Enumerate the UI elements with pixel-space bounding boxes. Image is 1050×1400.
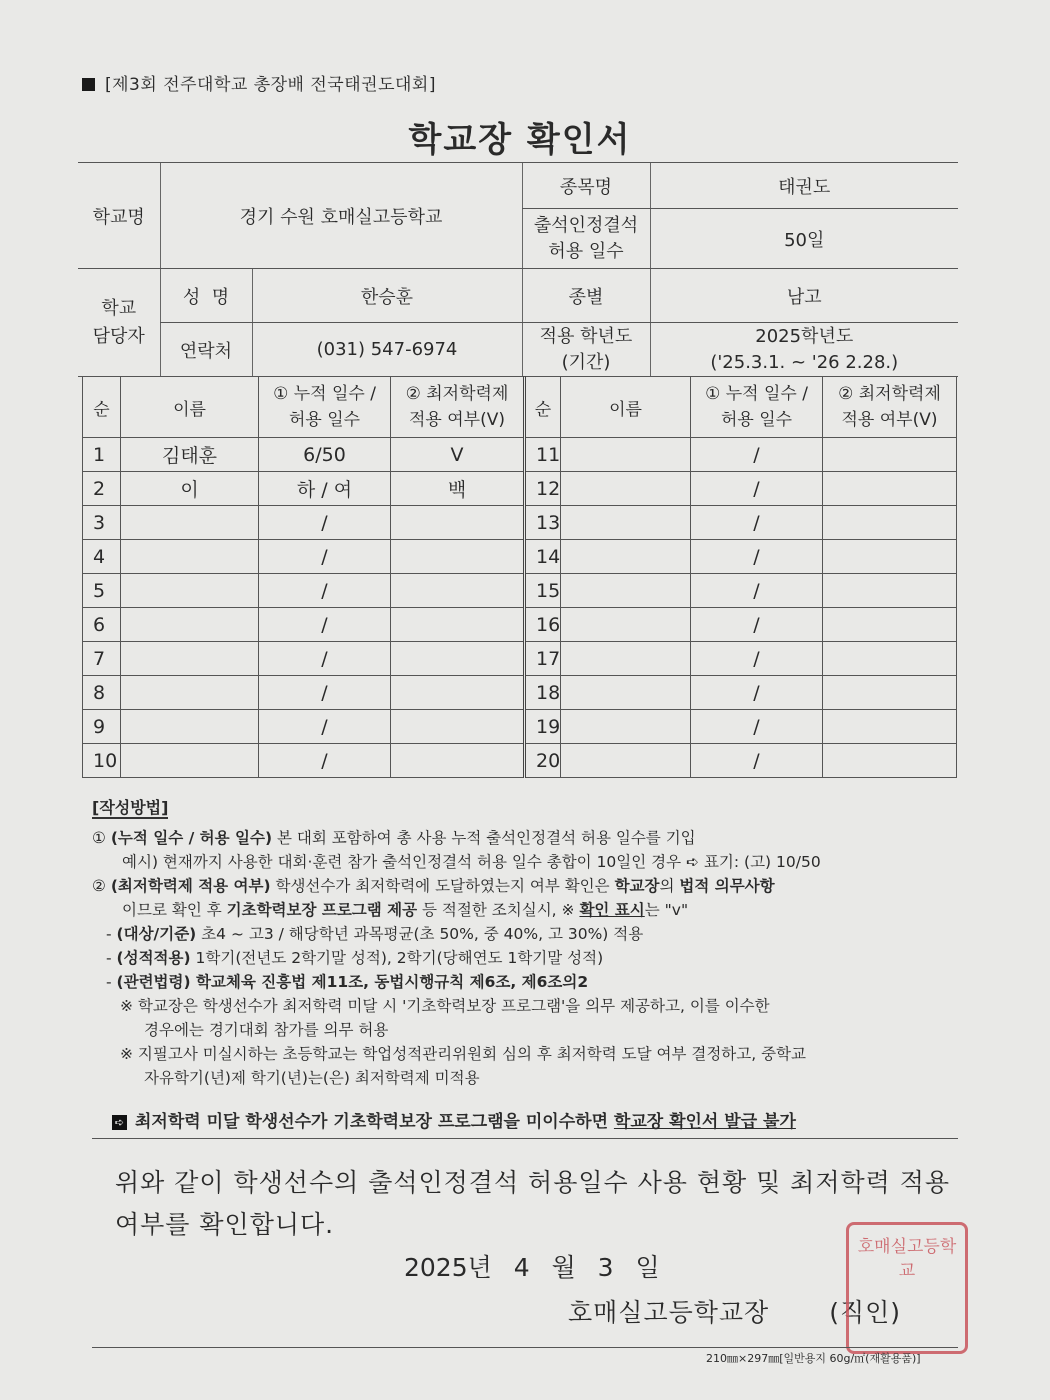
row-days: / bbox=[691, 472, 823, 506]
official-seal bbox=[846, 1222, 968, 1354]
row-no: 19 bbox=[525, 710, 561, 744]
note-2-l2-e: 는 "v" bbox=[644, 901, 689, 919]
row-days: / bbox=[259, 642, 391, 676]
year-value-1: 2025학년도 bbox=[755, 325, 854, 347]
row-days: / bbox=[259, 710, 391, 744]
note-2-text-c: 의 bbox=[659, 877, 680, 895]
warning-text: 최저학력 미달 학생선수가 기초학력보장 프로그램을 미이수하면 bbox=[135, 1112, 614, 1132]
col-min-right bbox=[823, 377, 957, 438]
detail-2-text: 1학기(전년도 2학기말 성적), 2학기(당해연도 1학기말 성적) bbox=[190, 949, 604, 967]
table-row bbox=[83, 642, 957, 676]
row-name bbox=[121, 710, 259, 744]
row-days: / bbox=[691, 540, 823, 574]
instructions bbox=[92, 796, 962, 1090]
school-label: 학교명 bbox=[78, 163, 160, 269]
note-2-bold-b: 학교장 bbox=[614, 877, 660, 895]
row-name bbox=[561, 744, 691, 778]
row-no: 9 bbox=[83, 710, 121, 744]
footer-divider bbox=[92, 1347, 958, 1348]
row-days: / bbox=[691, 642, 823, 676]
remark-1-line2: 경우에는 경기대회 참가를 의무 허용 bbox=[144, 1021, 389, 1039]
row-check bbox=[823, 506, 957, 540]
row-check bbox=[391, 744, 525, 778]
detail-1: - (대상/기준) 초4 ~ 고3 / 해당학년 과목평균(초 50%, 중 40%, 고 30%) 적용 bbox=[106, 925, 644, 943]
row-days: / bbox=[691, 710, 823, 744]
year-value bbox=[650, 323, 958, 377]
row-days: / bbox=[691, 608, 823, 642]
row-days: / bbox=[259, 608, 391, 642]
row-no: 2 bbox=[83, 472, 121, 506]
row-days: / bbox=[259, 744, 391, 778]
row-check bbox=[391, 676, 525, 710]
table-row bbox=[83, 574, 957, 608]
row-check bbox=[823, 744, 957, 778]
square-bullet-icon bbox=[82, 78, 95, 91]
row-no: 17 bbox=[525, 642, 561, 676]
row-days: / bbox=[691, 438, 823, 472]
note-2-line2 bbox=[92, 898, 962, 922]
row-check bbox=[823, 608, 957, 642]
row-no: 6 bbox=[83, 608, 121, 642]
paper-spec: 210㎜×297㎜[일반용지 60g/㎡(재활용품)] bbox=[706, 1352, 921, 1365]
note-2-l2-a: 이므로 확인 후 bbox=[122, 901, 227, 919]
name-value: 한승훈 bbox=[252, 269, 522, 323]
row-name bbox=[121, 676, 259, 710]
row-check bbox=[391, 540, 525, 574]
row-no: 16 bbox=[525, 608, 561, 642]
note-2-bold: (최저학력제 적용 여부) bbox=[110, 877, 271, 895]
row-no: 10 bbox=[83, 744, 121, 778]
contact-label: 연락처 bbox=[160, 323, 252, 377]
arrow-box-icon: ➪ bbox=[112, 1115, 127, 1130]
manager-info-table bbox=[78, 268, 958, 377]
instructions-heading-text: [작성방법] bbox=[92, 798, 169, 817]
row-name bbox=[561, 438, 691, 472]
school-value: 경기 수원 호매실고등학교 bbox=[160, 163, 522, 269]
table-row bbox=[83, 438, 957, 472]
school-info-table bbox=[78, 162, 958, 269]
row-no: 13 bbox=[525, 506, 561, 540]
row-no: 14 bbox=[525, 540, 561, 574]
row-no: 20 bbox=[525, 744, 561, 778]
issue-date: 2025년 4 월 3 일 bbox=[404, 1253, 660, 1282]
note-2-bold-d: 법적 의무사항 bbox=[679, 877, 775, 895]
divider bbox=[92, 1138, 958, 1139]
detail-3-text: 학교체육 진흥법 제11조, 동법시행규칙 제6조, 제6조의2 bbox=[190, 973, 589, 991]
declaration: 위와 같이 학생선수의 출석인정결석 허용일수 사용 현황 및 최저학력 적용 여부를 확인합니다. bbox=[115, 1168, 951, 1239]
division-value: 남고 bbox=[650, 269, 958, 323]
row-check bbox=[391, 642, 525, 676]
contact-value: (031) 547-6974 bbox=[252, 323, 522, 377]
note-1 bbox=[92, 826, 962, 850]
col-no-left: 순 bbox=[83, 377, 121, 438]
table-row bbox=[83, 608, 957, 642]
seal-text: 호매실고등학교 bbox=[857, 1237, 957, 1281]
detail-1-text: 초4 ~ 고3 / 해당학년 과목평균(초 50%, 중 40%, 고 30%) 적용 bbox=[196, 925, 644, 943]
row-name: 이 bbox=[121, 472, 259, 506]
row-check: V bbox=[391, 438, 525, 472]
manager-label-2: 담당자 bbox=[92, 325, 145, 347]
row-name bbox=[121, 506, 259, 540]
row-no: 15 bbox=[525, 574, 561, 608]
col-days-left-l2: 허용 일수 bbox=[288, 410, 361, 430]
note-1-text: 본 대회 포함하여 총 사용 누적 출석인정결석 허용 일수를 기입 bbox=[272, 829, 696, 847]
allow-days-value: 50일 bbox=[650, 209, 958, 269]
allow-days-label bbox=[522, 209, 650, 269]
remark-2-line1: ※ 지필고사 미실시하는 초등학교는 학업성적관리위원회 심의 후 최저학력 도달 여부 결정하고, 중학교 bbox=[120, 1045, 807, 1063]
col-no-right: 순 bbox=[525, 377, 561, 438]
row-no: 5 bbox=[83, 574, 121, 608]
signature-mark: (직인) bbox=[829, 1298, 902, 1327]
row-name bbox=[121, 744, 259, 778]
instructions-heading bbox=[92, 796, 962, 820]
row-check bbox=[391, 710, 525, 744]
row-name bbox=[561, 540, 691, 574]
detail-1-bold: (대상/기준) bbox=[116, 925, 197, 943]
row-no: 11 bbox=[525, 438, 561, 472]
row-name bbox=[561, 472, 691, 506]
table-row bbox=[83, 472, 957, 506]
detail-2-bold: (성적적용) bbox=[116, 949, 191, 967]
remark-1-line1: ※ 학교장은 학생선수가 최저학력 미달 시 '기초학력보장 프로그램'을 의무 제공하고, 이를 이수한 bbox=[120, 997, 770, 1015]
row-days: / bbox=[691, 574, 823, 608]
student-table bbox=[82, 376, 957, 778]
row-check bbox=[823, 710, 957, 744]
table-row bbox=[83, 540, 957, 574]
note-2-l2-d: 확인 표시 bbox=[579, 901, 645, 919]
row-days: / bbox=[259, 574, 391, 608]
row-days: 6/50 bbox=[259, 438, 391, 472]
manager-label-1: 학교 bbox=[101, 297, 137, 319]
row-days: / bbox=[259, 676, 391, 710]
signer-name: 호매실고등학교장 bbox=[568, 1298, 770, 1327]
row-name bbox=[121, 642, 259, 676]
row-name bbox=[121, 574, 259, 608]
col-days-left-l1: ① 누적 일수 / bbox=[273, 384, 376, 404]
row-check bbox=[823, 676, 957, 710]
col-days-right-l2: 허용 일수 bbox=[720, 410, 793, 430]
col-min-left bbox=[391, 377, 525, 438]
col-name-right: 이름 bbox=[561, 377, 691, 438]
year-label-1: 적용 학년도 bbox=[539, 325, 633, 347]
row-days: / bbox=[691, 676, 823, 710]
row-no: 8 bbox=[83, 676, 121, 710]
row-check bbox=[823, 642, 957, 676]
col-days-right bbox=[691, 377, 823, 438]
table-header-row bbox=[83, 377, 957, 438]
col-min-left-l1: ② 최저학력제 bbox=[405, 384, 509, 404]
event-value: 태권도 bbox=[650, 163, 958, 209]
row-days: / bbox=[691, 744, 823, 778]
row-no: 12 bbox=[525, 472, 561, 506]
row-name bbox=[561, 574, 691, 608]
name-label: 성 명 bbox=[160, 269, 252, 323]
row-name bbox=[121, 540, 259, 574]
detail-3: - (관련법령) 학교체육 진흥법 제11조, 동법시행규칙 제6조, 제6조의2 bbox=[106, 973, 589, 991]
note-2-l2-c: 등 적절한 조치실시, ※ bbox=[417, 901, 580, 919]
row-name bbox=[561, 608, 691, 642]
year-value-2: ('25.3.1. ~ '26 2.28.) bbox=[710, 351, 899, 373]
row-name: 김태훈 bbox=[121, 438, 259, 472]
col-name-left: 이름 bbox=[121, 377, 259, 438]
row-check bbox=[823, 472, 957, 506]
row-check bbox=[391, 574, 525, 608]
row-no: 4 bbox=[83, 540, 121, 574]
warning-line bbox=[112, 1107, 796, 1132]
row-name bbox=[561, 506, 691, 540]
page-title: 학교장 확인서 bbox=[408, 120, 632, 160]
row-check bbox=[823, 574, 957, 608]
note-2-text-a: 학생선수가 최저학력에 도달하였는지 여부 확인은 bbox=[270, 877, 615, 895]
note-1-bold: (누적 일수 / 허용 일수) bbox=[110, 829, 273, 847]
row-days: / bbox=[691, 506, 823, 540]
row-check bbox=[823, 438, 957, 472]
col-days-right-l1: ① 누적 일수 / bbox=[705, 384, 808, 404]
row-no: 1 bbox=[83, 438, 121, 472]
row-name bbox=[561, 676, 691, 710]
row-check bbox=[391, 506, 525, 540]
col-days-left bbox=[259, 377, 391, 438]
row-check: 백 bbox=[391, 472, 525, 506]
note-2-num: ② bbox=[92, 877, 106, 895]
allow-label-1: 출석인정결석 bbox=[533, 214, 639, 236]
row-name bbox=[121, 608, 259, 642]
row-name bbox=[561, 710, 691, 744]
note-1-num: ① bbox=[92, 829, 106, 847]
row-days: / bbox=[259, 506, 391, 540]
note-2 bbox=[92, 874, 962, 898]
col-min-right-l2: 적용 여부(V) bbox=[841, 410, 938, 430]
event-label: 종목명 bbox=[522, 163, 650, 209]
table-row bbox=[83, 676, 957, 710]
col-min-left-l2: 적용 여부(V) bbox=[409, 410, 505, 430]
note-2-l2-b: 기초학력보장 프로그램 제공 bbox=[226, 901, 418, 919]
allow-label-2: 허용 일수 bbox=[548, 240, 624, 262]
detail-2: - (성적적용) 1학기(전년도 2학기말 성적), 2학기(당해연도 1학기말 성적) bbox=[106, 949, 604, 967]
note-1-example: 예시) 현재까지 사용한 대회·훈련 참가 출석인정결석 허용 일수 총합이 10일인 경우 ➪ 표기: (고) 10/50 bbox=[122, 853, 821, 871]
remark-2-line2: 자유학기(년)제 학기(년)는(은) 최저학력제 미적용 bbox=[144, 1069, 480, 1087]
division-label: 종별 bbox=[522, 269, 650, 323]
year-label bbox=[522, 323, 650, 377]
row-no: 3 bbox=[83, 506, 121, 540]
event-header bbox=[82, 70, 436, 95]
table-row bbox=[83, 710, 957, 744]
row-check bbox=[391, 608, 525, 642]
row-days: 하 / 여 bbox=[259, 472, 391, 506]
row-no: 7 bbox=[83, 642, 121, 676]
detail-3-bold: (관련법령) bbox=[116, 973, 191, 991]
col-min-right-l1: ② 최저학력제 bbox=[838, 384, 941, 404]
table-row bbox=[83, 506, 957, 540]
year-label-2: (기간) bbox=[561, 351, 611, 373]
manager-label bbox=[78, 269, 160, 377]
row-no: 18 bbox=[525, 676, 561, 710]
warning-emphasis: 학교장 확인서 발급 불가 bbox=[613, 1112, 796, 1132]
event-header-text: [제3회 전주대학교 총장배 전국태권도대회] bbox=[105, 75, 436, 95]
row-check bbox=[823, 540, 957, 574]
row-name bbox=[561, 642, 691, 676]
row-days: / bbox=[259, 540, 391, 574]
table-row bbox=[83, 744, 957, 778]
